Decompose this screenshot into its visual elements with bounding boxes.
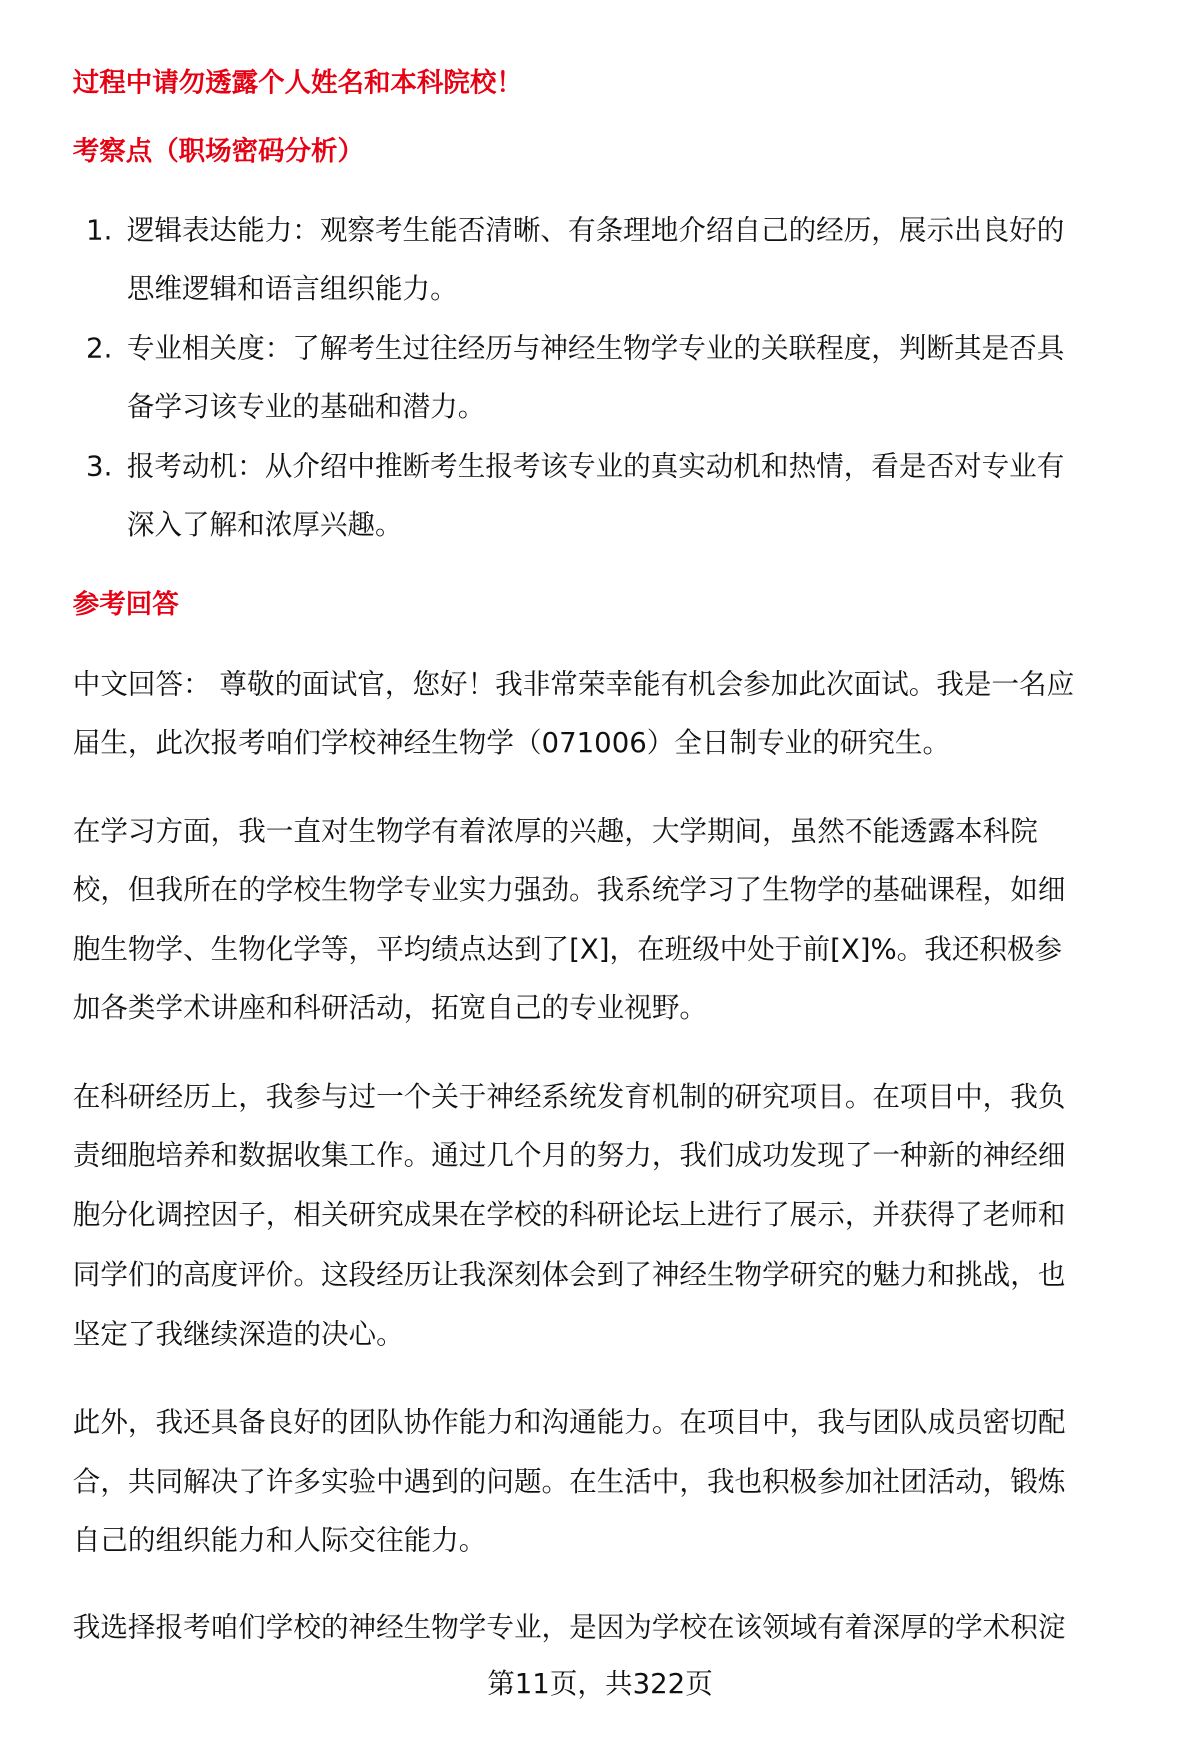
- paragraph-line: 届生，此次报考咱们学校神经生物学（071006）全日制专业的研究生。: [72, 726, 951, 759]
- paragraph-line: 我选择报考咱们学校的神经生物学专业，是因为学校在该领域有着深厚的学术积淀: [72, 1611, 1066, 1644]
- section-heading-answer: 参考回答: [72, 588, 179, 620]
- paragraph-line: 胞分化调控因子，相关研究成果在学校的科研论坛上进行了展示，并获得了老师和: [72, 1198, 1066, 1231]
- list-number: 3.: [86, 449, 113, 482]
- section-heading-points: 考察点（职场密码分析）: [72, 135, 364, 167]
- paragraph-line: 在学习方面，我一直对生物学有着浓厚的兴趣，大学期间，虽然不能透露本科院: [72, 815, 1038, 848]
- paragraph-line: 在科研经历上，我参与过一个关于神经系统发育机制的研究项目。在项目中，我负: [72, 1080, 1066, 1113]
- paragraph-line: 坚定了我继续深造的决心。: [72, 1317, 404, 1350]
- paragraph-line: 校，但我所在的学校生物学专业实力强劲。我系统学习了生物学的基础课程，如细: [72, 873, 1066, 906]
- paragraph-line: 胞生物学、生物化学等，平均绩点达到了[X]，在班级中处于前[X]%。我还积极参: [72, 933, 1063, 966]
- paragraph-line: 加各类学术讲座和科研活动，拓宽自己的专业视野。: [72, 991, 707, 1024]
- list-item-line: 专业相关度：了解考生过往经历与神经生物学专业的关联程度，判断其是否具: [126, 331, 1065, 364]
- list-item-line: 深入了解和浓厚兴趣。: [126, 508, 403, 541]
- paragraph-line: 同学们的高度评价。这段经历让我深刻体会到了神经生物学研究的魅力和挑战，也: [72, 1258, 1066, 1291]
- paragraph-line: 此外，我还具备良好的团队协作能力和沟通能力。在项目中，我与团队成员密切配: [72, 1406, 1066, 1439]
- list-item-line: 备学习该专业的基础和潜力。: [126, 390, 486, 423]
- list-number: 2.: [86, 331, 113, 364]
- privacy-warning: 过程中请勿透露个人姓名和本科院校！: [72, 67, 523, 99]
- paragraph-line: 合，共同解决了许多实验中遇到的问题。在生活中，我也积极参加社团活动，锻炼: [72, 1465, 1066, 1498]
- list-item-line: 思维逻辑和语言组织能力。: [126, 272, 458, 305]
- list-number: 1.: [86, 213, 113, 246]
- paragraph-line: 自己的组织能力和人际交往能力。: [72, 1524, 487, 1557]
- list-item-line: 逻辑表达能力：观察考生能否清晰、有条理地介绍自己的经历，展示出良好的: [126, 213, 1065, 246]
- list-item-line: 报考动机：从介绍中推断考生报考该专业的真实动机和热情，看是否对专业有: [126, 449, 1065, 482]
- paragraph-line: 责细胞培养和数据收集工作。通过几个月的努力，我们成功发现了一种新的神经细: [72, 1139, 1066, 1172]
- page-number-footer: 第11页，共322页: [487, 1667, 713, 1700]
- paragraph-line: 中文回答： 尊敬的面试官，您好！我非常荣幸能有机会参加此次面试。我是一名应: [72, 668, 1075, 701]
